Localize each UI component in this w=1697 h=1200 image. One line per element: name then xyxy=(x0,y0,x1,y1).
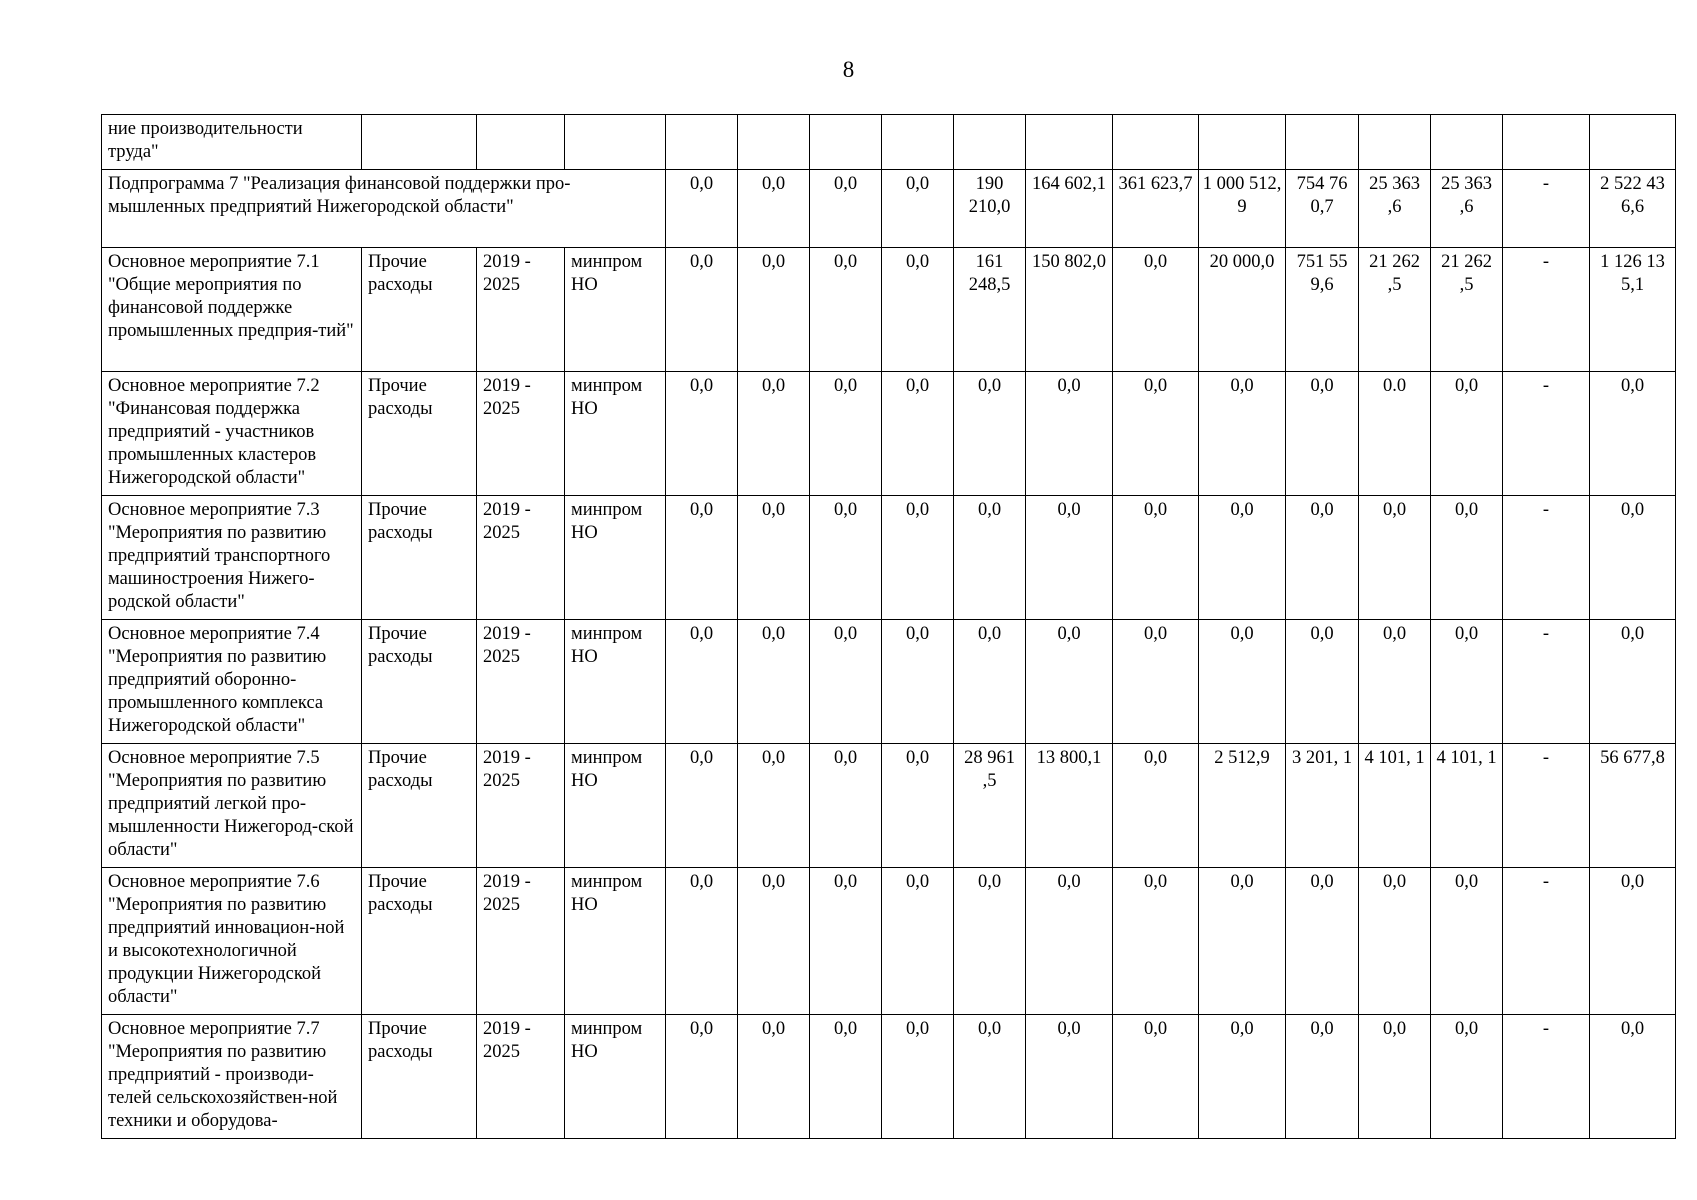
value-cell: 3 201, 1 xyxy=(1286,744,1359,868)
value-cell xyxy=(1026,115,1113,170)
value-cell: 0,0 xyxy=(666,868,738,1015)
value-cell: 0,0 xyxy=(738,170,810,248)
value-cell: 0,0 xyxy=(666,372,738,496)
expense-type: Прочие расходы xyxy=(362,248,477,372)
value-cell: 0,0 xyxy=(1431,372,1503,496)
value-cell: 0,0 xyxy=(1113,744,1199,868)
measure-name: Основное мероприятие 7.4 "Мероприятия по развитию предприятий оборонно-промышленного комплекса Нижегородской области" xyxy=(102,620,362,744)
value-cell: 0,0 xyxy=(1113,868,1199,1015)
value-cell: 164 602,1 xyxy=(1026,170,1113,248)
value-cell: - xyxy=(1503,744,1590,868)
executor: минпром НО xyxy=(565,744,666,868)
value-cell: 4 101, 1 xyxy=(1431,744,1503,868)
value-cell: 0,0 xyxy=(1286,620,1359,744)
value-cell: 21 262 ,5 xyxy=(1431,248,1503,372)
value-cell: 0,0 xyxy=(954,372,1026,496)
table-row xyxy=(102,868,1676,1015)
value-cell xyxy=(1113,115,1199,170)
value-cell: 0,0 xyxy=(738,372,810,496)
value-cell: 0,0 xyxy=(738,1015,810,1139)
value-cell: 56 677,8 xyxy=(1590,744,1676,868)
value-cell: 0,0 xyxy=(1113,372,1199,496)
table-row xyxy=(102,170,1676,248)
value-cell: 1 126 13 5,1 xyxy=(1590,248,1676,372)
measure-name: Основное мероприятие 7.1 "Общие мероприятия по финансовой поддержке промышленных предприя-тий" xyxy=(102,248,362,372)
value-cell: 28 961 ,5 xyxy=(954,744,1026,868)
value-cell: 0,0 xyxy=(1026,372,1113,496)
value-cell: - xyxy=(1503,170,1590,248)
period: 2019 - 2025 xyxy=(477,1015,565,1139)
value-cell: 0,0 xyxy=(1431,620,1503,744)
value-cell: 0,0 xyxy=(1590,496,1676,620)
executor: минпром НО xyxy=(565,620,666,744)
value-cell: 150 802,0 xyxy=(1026,248,1113,372)
expense-type: Прочие расходы xyxy=(362,372,477,496)
period xyxy=(477,115,565,170)
value-cell: 0.0 xyxy=(1359,372,1431,496)
value-cell: 754 76 0,7 xyxy=(1286,170,1359,248)
value-cell: 0,0 xyxy=(1113,620,1199,744)
value-cell: - xyxy=(1503,868,1590,1015)
value-cell: - xyxy=(1503,1015,1590,1139)
value-cell xyxy=(1590,115,1676,170)
value-cell: 25 363 ,6 xyxy=(1359,170,1431,248)
value-cell: 0,0 xyxy=(810,1015,882,1139)
executor: минпром НО xyxy=(565,372,666,496)
table-row xyxy=(102,115,1676,170)
value-cell: - xyxy=(1503,248,1590,372)
value-cell: 0,0 xyxy=(738,248,810,372)
value-cell: 0,0 xyxy=(738,496,810,620)
value-cell: 2 512,9 xyxy=(1199,744,1286,868)
value-cell: 21 262 ,5 xyxy=(1359,248,1431,372)
value-cell: 0,0 xyxy=(810,170,882,248)
value-cell: 0,0 xyxy=(666,1015,738,1139)
value-cell: 0,0 xyxy=(1359,1015,1431,1139)
value-cell: 0,0 xyxy=(1431,868,1503,1015)
value-cell: 0,0 xyxy=(810,744,882,868)
value-cell: 0,0 xyxy=(1286,372,1359,496)
table-row xyxy=(102,620,1676,744)
value-cell xyxy=(882,115,954,170)
value-cell: 361 623,7 xyxy=(1113,170,1199,248)
value-cell xyxy=(666,115,738,170)
measure-name: Основное мероприятие 7.5 "Мероприятия по развитию предприятий легкой про-мышленности Нижегород-ской области" xyxy=(102,744,362,868)
value-cell: 0,0 xyxy=(1359,868,1431,1015)
value-cell: 0,0 xyxy=(810,868,882,1015)
value-cell: 0,0 xyxy=(810,372,882,496)
value-cell: 0,0 xyxy=(666,496,738,620)
value-cell: 0,0 xyxy=(738,620,810,744)
value-cell: 0,0 xyxy=(1113,1015,1199,1139)
table-row xyxy=(102,744,1676,868)
value-cell xyxy=(810,115,882,170)
table-row xyxy=(102,1015,1676,1139)
value-cell: 0,0 xyxy=(1199,1015,1286,1139)
value-cell: 2 522 43 6,6 xyxy=(1590,170,1676,248)
value-cell: 0,0 xyxy=(1199,620,1286,744)
value-cell: - xyxy=(1503,372,1590,496)
budget-table xyxy=(101,114,1676,1139)
value-cell: 0,0 xyxy=(1026,868,1113,1015)
value-cell xyxy=(1199,115,1286,170)
value-cell: 25 363 ,6 xyxy=(1431,170,1503,248)
value-cell: 0,0 xyxy=(1199,372,1286,496)
value-cell: 0,0 xyxy=(882,496,954,620)
value-cell: 0,0 xyxy=(1590,620,1676,744)
value-cell: 0,0 xyxy=(1590,868,1676,1015)
executor: минпром НО xyxy=(565,496,666,620)
executor xyxy=(565,115,666,170)
period: 2019 - 2025 xyxy=(477,248,565,372)
value-cell: 0,0 xyxy=(738,744,810,868)
value-cell: 161 248,5 xyxy=(954,248,1026,372)
value-cell: 0,0 xyxy=(1113,248,1199,372)
value-cell: 0,0 xyxy=(882,170,954,248)
page-number: 8 xyxy=(842,57,855,82)
value-cell: 0,0 xyxy=(1286,1015,1359,1139)
value-cell xyxy=(1286,115,1359,170)
value-cell: 190 210,0 xyxy=(954,170,1026,248)
value-cell xyxy=(1503,115,1590,170)
value-cell: 0,0 xyxy=(1590,372,1676,496)
value-cell: 0,0 xyxy=(1199,868,1286,1015)
value-cell xyxy=(1431,115,1503,170)
value-cell: 0,0 xyxy=(666,620,738,744)
value-cell: 0,0 xyxy=(882,620,954,744)
value-cell: 0,0 xyxy=(666,744,738,868)
value-cell: 0,0 xyxy=(666,170,738,248)
measure-name: Основное мероприятие 7.2 "Финансовая поддержка предприятий - участников промышленных кластеров Нижегородской области" xyxy=(102,372,362,496)
value-cell: 0,0 xyxy=(954,1015,1026,1139)
table-row xyxy=(102,372,1676,496)
value-cell: 0,0 xyxy=(1286,868,1359,1015)
measure-name: Основное мероприятие 7.6 "Мероприятия по развитию предприятий инновацион-ной и высокотехнологичной продукции Нижегородской области" xyxy=(102,868,362,1015)
value-cell: - xyxy=(1503,620,1590,744)
value-cell: 0,0 xyxy=(882,372,954,496)
measure-name: ние производительности труда" xyxy=(102,115,362,170)
value-cell: 0,0 xyxy=(1026,496,1113,620)
value-cell: 13 800,1 xyxy=(1026,744,1113,868)
value-cell: 0,0 xyxy=(882,248,954,372)
measure-name: Основное мероприятие 7.7 "Мероприятия по развитию предприятий - производи-телей сельскохозяйствен-ной техники и оборудова- xyxy=(102,1015,362,1139)
value-cell: 0,0 xyxy=(738,868,810,1015)
value-cell: 0,0 xyxy=(666,248,738,372)
value-cell: 0,0 xyxy=(810,496,882,620)
expense-type: Прочие расходы xyxy=(362,620,477,744)
value-cell: 0,0 xyxy=(1113,496,1199,620)
expense-type: Прочие расходы xyxy=(362,868,477,1015)
value-cell: 751 55 9,6 xyxy=(1286,248,1359,372)
value-cell xyxy=(954,115,1026,170)
expense-type: Прочие расходы xyxy=(362,496,477,620)
value-cell: 20 000,0 xyxy=(1199,248,1286,372)
value-cell: 0,0 xyxy=(1431,496,1503,620)
subprogram-name: Подпрограмма 7 "Реализация финансовой поддержки про-мышленных предприятий Нижегородской области" xyxy=(102,170,666,248)
period: 2019 - 2025 xyxy=(477,744,565,868)
value-cell: 0,0 xyxy=(954,496,1026,620)
measure-name: Основное мероприятие 7.3 "Мероприятия по развитию предприятий транспортного машиностроения Нижего-родской области" xyxy=(102,496,362,620)
value-cell: 0,0 xyxy=(1359,620,1431,744)
value-cell: 0,0 xyxy=(810,620,882,744)
table-row xyxy=(102,248,1676,372)
value-cell xyxy=(1359,115,1431,170)
value-cell: - xyxy=(1503,496,1590,620)
value-cell: 0,0 xyxy=(882,744,954,868)
value-cell: 0,0 xyxy=(882,1015,954,1139)
value-cell: 0,0 xyxy=(810,248,882,372)
value-cell: 0,0 xyxy=(1286,496,1359,620)
value-cell: 4 101, 1 xyxy=(1359,744,1431,868)
expense-type: Прочие расходы xyxy=(362,744,477,868)
value-cell: 0,0 xyxy=(954,868,1026,1015)
value-cell: 0,0 xyxy=(954,620,1026,744)
value-cell: 0,0 xyxy=(1590,1015,1676,1139)
value-cell: 0,0 xyxy=(1199,496,1286,620)
expense-type: Прочие расходы xyxy=(362,1015,477,1139)
period: 2019 - 2025 xyxy=(477,868,565,1015)
table-row xyxy=(102,496,1676,620)
value-cell xyxy=(738,115,810,170)
executor: минпром НО xyxy=(565,868,666,1015)
value-cell: 1 000 512, 9 xyxy=(1199,170,1286,248)
period: 2019 - 2025 xyxy=(477,496,565,620)
value-cell: 0,0 xyxy=(1359,496,1431,620)
expense-type xyxy=(362,115,477,170)
period: 2019 - 2025 xyxy=(477,620,565,744)
period: 2019 - 2025 xyxy=(477,372,565,496)
value-cell: 0,0 xyxy=(1026,620,1113,744)
value-cell: 0,0 xyxy=(1431,1015,1503,1139)
value-cell: 0,0 xyxy=(1026,1015,1113,1139)
executor: минпром НО xyxy=(565,248,666,372)
executor: минпром НО xyxy=(565,1015,666,1139)
value-cell: 0,0 xyxy=(882,868,954,1015)
